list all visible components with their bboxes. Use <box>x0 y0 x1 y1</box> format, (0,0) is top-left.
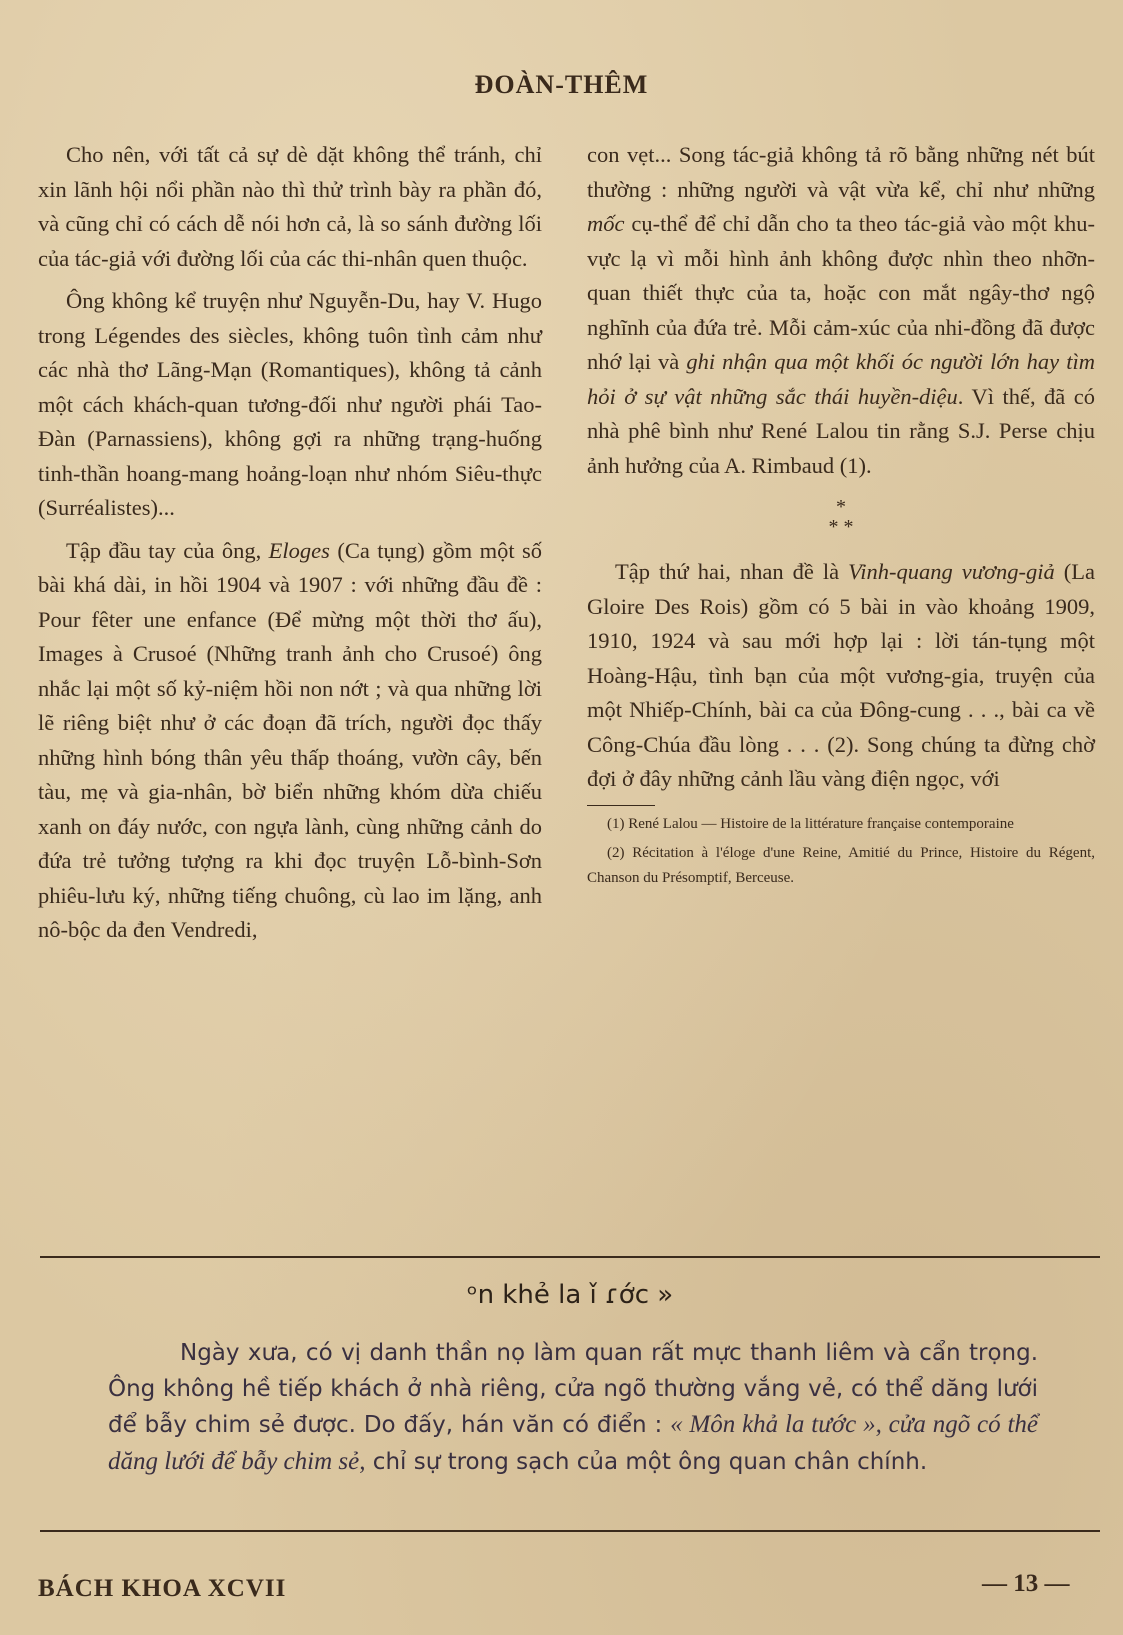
asterism-bottom: * * <box>828 516 854 538</box>
page-number: — 13 — <box>982 1570 1070 1597</box>
anecdote-box <box>40 1256 1100 1532</box>
left-paragraph-1: Cho nên, với tất cả sự dè dặt không thể tránh, chỉ xin lãnh hội nổi phần nào thì thử trình bày ra phần đó, và cũng chỉ có cách dễ nói hơn cả, là so sánh đường lối của tác-giả với đường lối của các thi-nhân quen thuộc. <box>38 142 542 271</box>
anecdote-italic: « Môn khả la tước », cửa ngõ có thể dăng lưới để bẫy chim sẻ, <box>108 1411 1038 1475</box>
right-column <box>587 138 1095 895</box>
right-p2-b: (La Gloire Des Rois) gồm có 5 bài in vào khoảng 1909, 1910, 1924 và sau mới hợp lại : lời tán-tụng một Hoàng-Hậu, tình bạn của một vương-gia, truyện của một Nhiếp-Chính, bài ca của Đông-cung . . ., bài ca về Công-Chúa đầu lòng . . . (2). Song chúng ta đừng chờ đợi ở đây những cảnh lầu vàng điện ngọc, với <box>587 559 1095 791</box>
asterism <box>587 497 1095 537</box>
right-p1-mocs: mốc <box>587 211 625 236</box>
left-paragraph-3 <box>38 534 542 948</box>
right-paragraph-1 <box>587 138 1095 483</box>
anecdote-title: ᵒn khẻ la ǐ ɾớc » <box>466 1280 674 1310</box>
anecdote-text-b: chỉ sự trong sạch của một ông quan chân chính. <box>365 1448 928 1475</box>
asterism-top: * <box>836 496 846 518</box>
vinh-quang-title: Vinh-quang vương-giả <box>848 559 1055 584</box>
page-header: ĐOÀN-THÊM <box>474 70 649 99</box>
right-p1-italic: ghi nhận qua một khối óc người lớn hay tìm hỏi ở sự vật những sắc thái huyền-diệu <box>587 349 1095 409</box>
right-p2-a: Tập thứ hai, nhan đề là <box>615 559 849 584</box>
right-paragraph-2 <box>587 555 1095 797</box>
eloges-title: Eloges <box>268 537 330 563</box>
left-column <box>38 138 542 956</box>
anecdote-paragraph <box>108 1336 1038 1480</box>
footer-magazine: BÁCH KHOA XCVII <box>38 1575 287 1602</box>
left-paragraph-2: Ông không kể truyện như Nguyễn-Du, hay V. Hugo trong Légendes des siècles, không tuôn tình cảm như các nhà thơ Lãng-Mạn (Romantiques), không tả cảnh một cách khách-quan tương-đối như người phái Tao-Đàn (Parnassiens), không gợi ra những trạng-huống tinh-thần hoang-mang hoảng-loạn như nhóm Siêu-thực (Surréalistes)... <box>38 288 542 520</box>
anecdote-body <box>108 1336 1038 1480</box>
footnotes <box>587 812 1095 891</box>
right-p1-a: con vẹt... Song tác-giả không tả rõ bằng những nét bút thường : những người và vật vừa kể, chỉ như những <box>587 142 1095 202</box>
footnote-2: (2) Récitation à l'éloge d'une Reine, Amitié du Prince, Histoire du Régent, Chanson du Présomptif, Berceuse. <box>587 844 1095 886</box>
left-p3-before: Tập đầu tay của ông, <box>66 537 269 563</box>
right-p1-b: cụ-thể để chỉ dẫn cho ta theo tác-giả vào một khu-vực lạ vì mỗi hình ảnh không được nhìn theo nhỡn-quan thiết thực của ta, hoặc con mắt ngây-thơ ngộ nghĩnh của đứa trẻ. Mỗi cảm-xúc của nhi-đồng đã được nhớ lại và <box>587 211 1095 374</box>
footnote-rule <box>587 805 655 806</box>
footnote-1: (1) René Lalou — Histoire de la littérature française contemporaine <box>607 815 1014 832</box>
right-p1-c: . Vì thế, đã có nhà phê bình như René Lalou tin rằng S.J. Perse chịu ảnh hưởng của A. Rimbaud (1). <box>587 383 1095 478</box>
anecdote-text-a: Ngày xưa, có vị danh thần nọ làm quan rất mực thanh liêm và cẩn trọng. Ông không hề tiếp khách ở nhà riêng, cửa ngõ thường vắng vẻ, có thể dăng lưới để bẫy chim sẻ được. Do đấy, hán văn có điển : <box>108 1340 1038 1438</box>
left-p3-after: (Ca tụng) gồm một số bài khá dài, in hồi 1904 và 1907 : với những đầu đề : Pour fêter une enfance (Để mừng một thời thơ ấu), Images à Crusoé (Những tranh ảnh cho Crusoé) ông nhắc lại một số kỷ-niệm hồi non nớt ; và qua những lời lẽ riêng biệt như ở các đoạn đã trích, người đọc thấy những hình bóng thân yêu thấp thoáng, vườn cây, bến tàu, mẹ và gia-nhân, bờ biển những khóm dừa chiếu xanh on đáy nước, con ngựa lành, cùng những cảnh do đứa trẻ tưởng tượng ra khi đọc truyện Lỗ-bình-Sơn phiêu-lưu ký, những tiếng chuông, cù lao im lặng, anh nô-bộc da đen Vendredi, <box>38 537 542 942</box>
